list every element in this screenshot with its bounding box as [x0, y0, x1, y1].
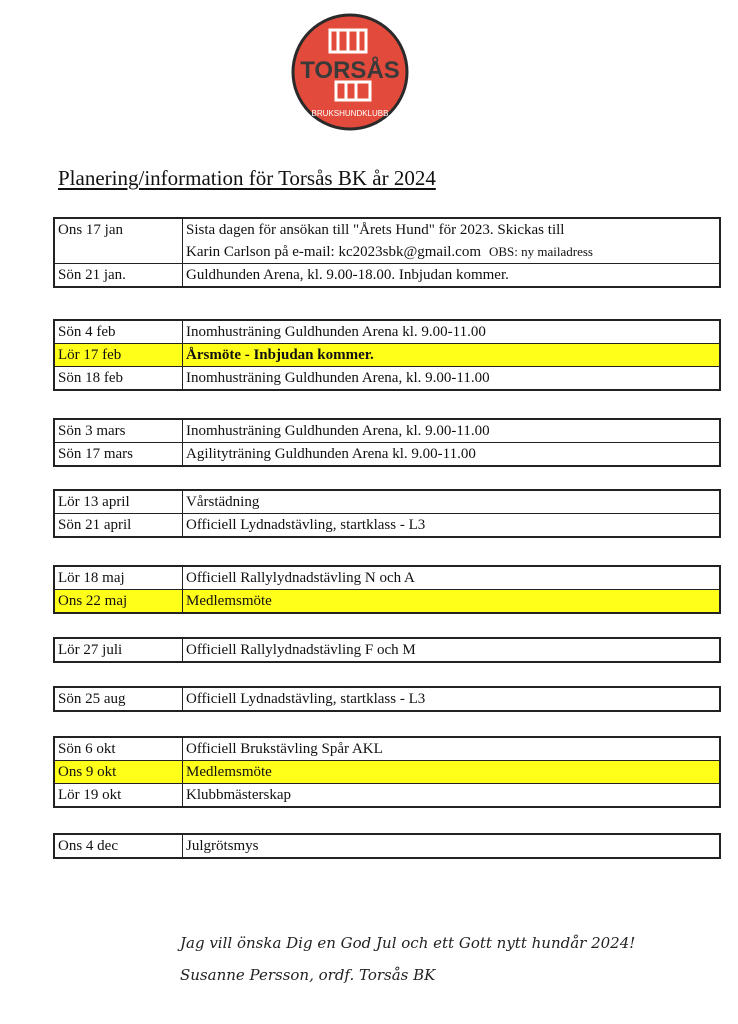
schedule-row — [55, 442, 719, 465]
schedule-group — [53, 637, 721, 663]
event-description: Officiell Rallylydnadstävling N och A — [186, 570, 415, 586]
schedule-row — [55, 420, 719, 442]
logo-name: TORSÅS — [300, 57, 400, 84]
schedule-row — [55, 219, 719, 263]
event-date: Sön 17 mars — [55, 443, 183, 465]
schedule-group — [53, 736, 721, 808]
schedule-row — [55, 263, 719, 286]
schedule-group — [53, 319, 721, 391]
schedule-group — [53, 565, 721, 614]
event-description: Medlemsmöte — [186, 593, 272, 609]
event-date: Lör 17 feb — [55, 344, 183, 366]
greeting: Jag vill önska Dig en God Jul och ett Gott nytt hundår 2024! — [180, 934, 636, 952]
schedule-group — [53, 686, 721, 712]
event-date: Sön 21 april — [55, 514, 183, 536]
schedule-row — [55, 491, 719, 513]
event-description: Inomhusträning Guldhunden Arena, kl. 9.00-11.00 — [186, 370, 490, 386]
schedule-row — [55, 639, 719, 661]
event-date: Sön 21 jan. — [55, 264, 183, 286]
schedule-row — [55, 738, 719, 760]
event-description-line — [186, 219, 719, 241]
event-description-text: Karin Carlson på e-mail: kc2023sbk@gmail.com — [186, 244, 481, 260]
event-date: Sön 25 aug — [55, 688, 183, 710]
event-description: Vårstädning — [186, 494, 260, 510]
event-description: Inomhusträning Guldhunden Arena kl. 9.00-11.00 — [186, 324, 486, 340]
schedule-row — [55, 567, 719, 589]
schedule-group — [53, 833, 721, 859]
event-description: Klubbmästerskap — [186, 787, 291, 803]
event-date: Sön 18 feb — [55, 367, 183, 389]
schedule-row — [55, 321, 719, 343]
event-date: Ons 4 dec — [55, 835, 183, 857]
event-description: Officiell Lydnadstävling, startklass - L3 — [186, 691, 426, 707]
page-title: Planering/information för Torsås BK år 2024 — [58, 166, 436, 190]
event-date: Ons 22 maj — [55, 590, 183, 612]
event-description-line — [186, 241, 719, 263]
logo-subtitle: BRUKSHUNDKLUBB — [311, 109, 389, 118]
event-description-text: Sista dagen för ansökan till "Årets Hund" för 2023. Skickas till — [186, 222, 565, 238]
event-description: Agilityträning Guldhunden Arena kl. 9.00-11.00 — [186, 446, 476, 462]
event-date: Lör 13 april — [55, 491, 183, 513]
event-description: Guldhunden Arena, kl. 9.00-18.00. Inbjudan kommer. — [186, 267, 509, 283]
event-description: Årsmöte - Inbjudan kommer. — [186, 347, 374, 363]
event-date: Sön 6 okt — [55, 738, 183, 760]
schedule-row — [55, 589, 719, 612]
signature: Susanne Persson, ordf. Torsås BK — [180, 966, 436, 984]
schedule-row — [55, 688, 719, 710]
schedule-row — [55, 366, 719, 389]
event-description: Officiell Rallylydnadstävling F och M — [186, 642, 416, 658]
event-description: Medlemsmöte — [186, 764, 272, 780]
event-description: Officiell Brukstävling Spår AKL — [186, 741, 383, 757]
schedule-row — [55, 783, 719, 806]
schedule-row — [55, 835, 719, 857]
event-description — [183, 219, 719, 263]
email-note: OBS: ny mailadress — [489, 244, 593, 259]
torsas-bk-logo — [290, 12, 410, 132]
event-date: Sön 4 feb — [55, 321, 183, 343]
event-description: Julgrötsmys — [186, 838, 259, 854]
schedule-row — [55, 343, 719, 366]
schedule-group — [53, 217, 721, 288]
schedule-group — [53, 418, 721, 467]
event-description: Officiell Lydnadstävling, startklass - L3 — [186, 517, 426, 533]
event-date: Lör 18 maj — [55, 567, 183, 589]
event-date: Ons 9 okt — [55, 761, 183, 783]
schedule-row — [55, 513, 719, 536]
schedule-group — [53, 489, 721, 538]
event-date: Ons 17 jan — [55, 219, 183, 263]
schedule-row — [55, 760, 719, 783]
event-date: Lör 19 okt — [55, 784, 183, 806]
event-date: Lör 27 juli — [55, 639, 183, 661]
event-description: Inomhusträning Guldhunden Arena, kl. 9.00-11.00 — [186, 423, 490, 439]
event-date: Sön 3 mars — [55, 420, 183, 442]
